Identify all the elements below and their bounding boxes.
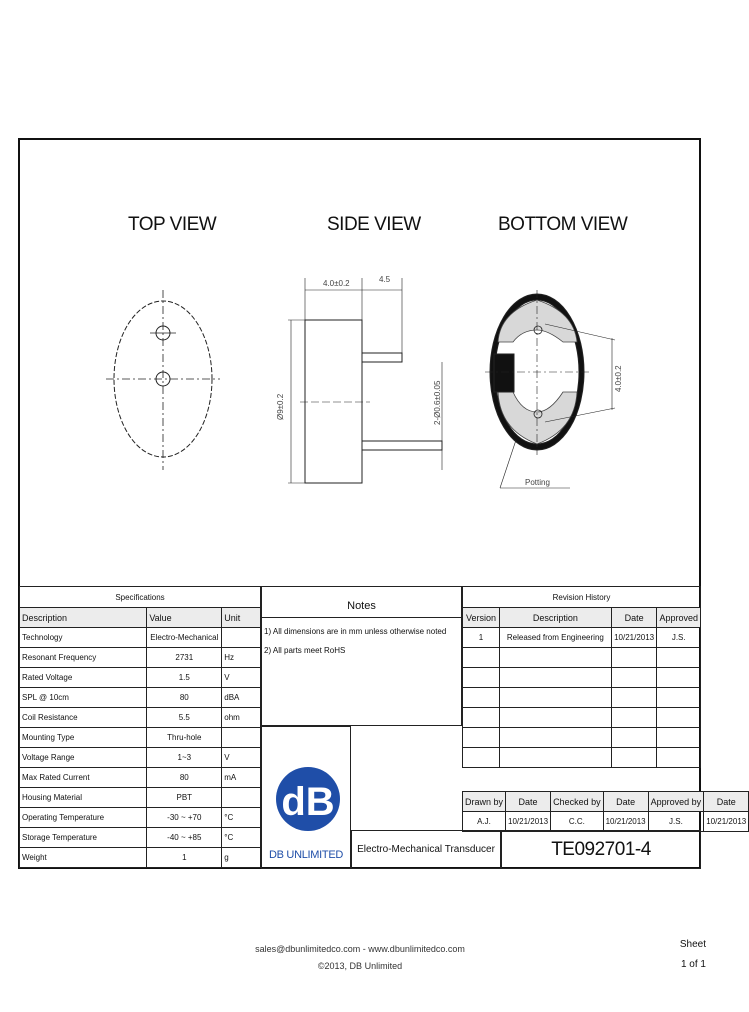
dim-pin-length: 4.5 bbox=[379, 275, 391, 284]
spec-desc: Coil Resistance bbox=[20, 708, 147, 728]
signoff-table bbox=[462, 791, 749, 832]
spec-value: 1.5 bbox=[147, 668, 222, 688]
spec-unit: Hz bbox=[222, 648, 261, 668]
spec-value: 5.5 bbox=[147, 708, 222, 728]
signoff-checked-by: C.C. bbox=[551, 812, 604, 832]
rev-description bbox=[499, 668, 611, 688]
sheet-label: Sheet bbox=[679, 939, 706, 950]
rev-description: Released from Engineering bbox=[499, 628, 611, 648]
notes-title: Notes bbox=[262, 587, 461, 618]
revision-history-table bbox=[462, 586, 701, 768]
rev-approved bbox=[657, 668, 701, 688]
signoff-header-checked: Checked by bbox=[551, 792, 604, 812]
spec-unit: °C bbox=[222, 808, 261, 828]
spec-unit bbox=[222, 788, 261, 808]
rev-version bbox=[463, 688, 500, 708]
side-view-drawing bbox=[288, 278, 442, 483]
dim-pin-dia: 2-Ø0.6±0.05 bbox=[433, 380, 442, 425]
spec-value: 1 bbox=[147, 848, 222, 868]
logo-text: DB UNLIMITED bbox=[268, 849, 344, 861]
rev-description bbox=[499, 708, 611, 728]
signoff-header-date: Date bbox=[704, 792, 749, 812]
rev-description bbox=[499, 748, 611, 768]
spec-unit: mA bbox=[222, 768, 261, 788]
specifications-title: Specifications bbox=[20, 587, 261, 608]
spec-value: 80 bbox=[147, 768, 222, 788]
spec-desc: SPL @ 10cm bbox=[20, 688, 147, 708]
spec-unit: °C bbox=[222, 828, 261, 848]
rev-date bbox=[611, 668, 657, 688]
sheet-value: 1 of 1 bbox=[680, 959, 706, 970]
spec-header-value: Value bbox=[147, 608, 222, 628]
rev-header-approved: Approved bbox=[657, 608, 701, 628]
rev-header-date: Date bbox=[611, 608, 657, 628]
signoff-approved-date: 10/21/2013 bbox=[704, 812, 749, 832]
svg-text:dB: dB bbox=[281, 780, 335, 824]
spec-value: 2731 bbox=[147, 648, 222, 668]
rev-date bbox=[611, 728, 657, 748]
part-number: TE092701-4 bbox=[501, 830, 701, 869]
signoff-drawn-by: A.J. bbox=[463, 812, 506, 832]
spec-desc: Max Rated Current bbox=[20, 768, 147, 788]
specifications-table bbox=[19, 586, 261, 868]
rev-header-description: Description bbox=[499, 608, 611, 628]
footer-copyright: ©2013, DB Unlimited bbox=[317, 961, 403, 971]
note-item: 1) All dimensions are in mm unless otherwise noted bbox=[264, 627, 447, 636]
spec-desc: Technology bbox=[20, 628, 147, 648]
dim-width-side: 4.0±0.2 bbox=[323, 279, 350, 288]
spec-unit bbox=[222, 628, 261, 648]
bottom-view-title: BOTTOM VIEW bbox=[498, 214, 628, 235]
signoff-header-date: Date bbox=[506, 792, 551, 812]
rev-version bbox=[463, 748, 500, 768]
rev-header-version: Version bbox=[463, 608, 500, 628]
spec-unit: g bbox=[222, 848, 261, 868]
rev-approved bbox=[657, 748, 701, 768]
spec-value: 80 bbox=[147, 688, 222, 708]
revision-title: Revision History bbox=[463, 587, 701, 608]
side-view-title: SIDE VIEW bbox=[327, 214, 421, 235]
spec-unit: V bbox=[222, 748, 261, 768]
rev-version bbox=[463, 708, 500, 728]
spec-value: Thru-hole bbox=[147, 728, 222, 748]
spec-unit: V bbox=[222, 668, 261, 688]
db-logo-icon bbox=[262, 727, 350, 845]
rev-date bbox=[611, 748, 657, 768]
rev-version bbox=[463, 648, 500, 668]
dim-diameter: Ø9±0.2 bbox=[276, 393, 285, 420]
signoff-header-drawn: Drawn by bbox=[463, 792, 506, 812]
dim-pin-spacing: 4.0±0.2 bbox=[614, 365, 623, 392]
signoff-drawn-date: 10/21/2013 bbox=[506, 812, 551, 832]
spec-header-description: Description bbox=[20, 608, 147, 628]
rev-approved bbox=[657, 688, 701, 708]
spec-header-unit: Unit bbox=[222, 608, 261, 628]
rev-version bbox=[463, 728, 500, 748]
spec-desc: Weight bbox=[20, 848, 147, 868]
spec-value: 1~3 bbox=[147, 748, 222, 768]
spec-desc: Storage Temperature bbox=[20, 828, 147, 848]
rev-approved bbox=[657, 708, 701, 728]
rev-date bbox=[611, 648, 657, 668]
notes-box bbox=[261, 586, 462, 726]
top-view-drawing bbox=[106, 290, 220, 470]
spec-value: Electro-Mechanical bbox=[147, 628, 222, 648]
spec-value: -30 ~ +70 bbox=[147, 808, 222, 828]
part-description: Electro-Mechanical Transducer bbox=[351, 830, 501, 869]
rev-description bbox=[499, 688, 611, 708]
spec-desc: Rated Voltage bbox=[20, 668, 147, 688]
rev-version bbox=[463, 668, 500, 688]
footer-contact: sales@dbunlimitedco.com - www.dbunlimitedco.com bbox=[255, 944, 465, 954]
rev-approved bbox=[657, 728, 701, 748]
spec-unit bbox=[222, 728, 261, 748]
potting-label: Potting bbox=[525, 478, 550, 487]
rev-date bbox=[611, 688, 657, 708]
spec-unit: dBA bbox=[222, 688, 261, 708]
spec-desc: Resonant Frequency bbox=[20, 648, 147, 668]
signoff-header-date: Date bbox=[603, 792, 648, 812]
note-item: 2) All parts meet RoHS bbox=[264, 646, 346, 655]
spec-value: -40 ~ +85 bbox=[147, 828, 222, 848]
spec-value: PBT bbox=[147, 788, 222, 808]
signoff-header-approved: Approved by bbox=[648, 792, 704, 812]
spec-desc: Voltage Range bbox=[20, 748, 147, 768]
signoff-approved-by: J.S. bbox=[648, 812, 704, 832]
logo-box bbox=[261, 726, 351, 869]
rev-version: 1 bbox=[463, 628, 500, 648]
top-view-title: TOP VIEW bbox=[128, 214, 217, 235]
rev-approved bbox=[657, 648, 701, 668]
spec-unit: ohm bbox=[222, 708, 261, 728]
rev-date: 10/21/2013 bbox=[611, 628, 657, 648]
rev-approved: J.S. bbox=[657, 628, 701, 648]
rev-description bbox=[499, 728, 611, 748]
rev-description bbox=[499, 648, 611, 668]
rev-date bbox=[611, 708, 657, 728]
signoff-checked-date: 10/21/2013 bbox=[603, 812, 648, 832]
spec-desc: Operating Temperature bbox=[20, 808, 147, 828]
bottom-view-drawing bbox=[485, 290, 615, 488]
spec-desc: Mounting Type bbox=[20, 728, 147, 748]
spec-desc: Housing Material bbox=[20, 788, 147, 808]
